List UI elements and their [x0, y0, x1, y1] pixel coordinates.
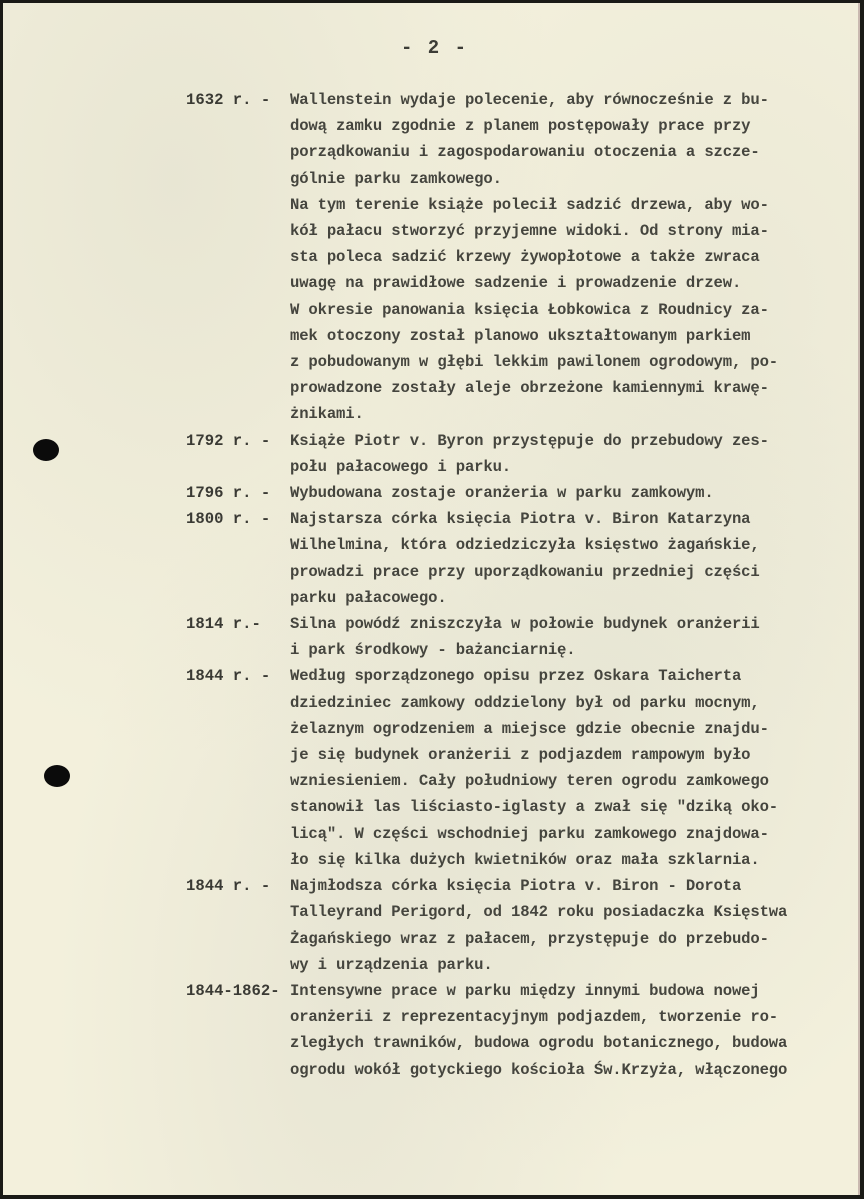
text-line: wy i urządzenia parku. [290, 955, 493, 974]
text-line: Wilhelmina, która odziedziczyła księstwo żagańskie, [290, 536, 760, 555]
text-line: Silna powódź zniszczyła w połowie budynek oranżerii [290, 615, 760, 634]
text-line: stanowił las liściasto-iglasty a zwał się "dziką oko- [290, 798, 779, 817]
chronology-entry-1792 [186, 428, 856, 480]
chronology-entry-1796 [186, 480, 856, 506]
entry-text [290, 87, 856, 428]
chronology-entry-1844-1862 [186, 978, 856, 1083]
entry-text [290, 611, 856, 663]
text-line: Talleyrand Perigord, od 1842 roku posiadaczka Księstwa [290, 903, 788, 922]
text-line: prowadzone zostały aleje obrzeżone kamiennymi krawę- [290, 379, 769, 398]
text-line: Wallenstein wydaje polecenie, aby równocześnie z bu- [290, 91, 769, 109]
punch-hole [33, 439, 59, 461]
entry-date: 1844 r. - [186, 877, 280, 896]
entry-date: 1844-1862- [186, 981, 280, 1000]
text-line: Żagańskiego wraz z pałacem, przystępuje do przebudo- [290, 929, 769, 948]
entry-text [290, 480, 856, 506]
text-line: oranżerii z reprezentacyjnym podjazdem, tworzenie ro- [290, 1008, 779, 1027]
text-line: i park środkowy - bażanciarnię. [290, 641, 576, 660]
text-line: połu pałacowego i parku. [290, 457, 511, 476]
text-line: Intensywne prace w parku między innymi budowa nowej [290, 981, 760, 1000]
text-line: z pobudowanym w głębi lekkim pawilonem ogrodowym, po- [290, 353, 779, 372]
text-line: dową zamku zgodnie z planem postępowały prace przy [290, 117, 751, 136]
entry-date: 1632 r. - [186, 91, 280, 109]
text-line: mek otoczony został planowo ukształtowanym parkiem [290, 326, 751, 345]
text-line: Na tym terenie książe polecił sadzić drzewa, aby wo- [290, 195, 769, 214]
entry-text [290, 663, 856, 873]
entry-date: 1792 r. - [186, 431, 280, 450]
chronology-entry-1844-b [186, 873, 856, 978]
entry-text [290, 428, 856, 480]
text-line: wzniesieniem. Cały południowy teren ogrodu zamkowego [290, 772, 769, 791]
entry-text [290, 873, 856, 978]
text-line: ogrodu wokół gotyckiego kościoła Św.Krzyża, włączonego [290, 1060, 788, 1079]
text-line: zległych trawników, budowa ogrodu botanicznego, budowa [290, 1034, 788, 1053]
document-page [3, 3, 860, 1195]
text-line: prowadzi prace przy uporządkowaniu przedniej części [290, 562, 760, 581]
chronology-entry-1632 [186, 87, 856, 428]
entry-text [290, 978, 856, 1083]
chronology-list [186, 87, 856, 1083]
text-line: gólnie parku zamkowego. [290, 169, 502, 188]
page-number: - 2 - [401, 37, 469, 59]
text-line: Najstarsza córka księcia Piotra v. Biron Katarzyna [290, 510, 751, 529]
text-line: żelaznym ogrodzeniem a miejsce gdzie obecnie znajdu- [290, 719, 769, 738]
text-line: Najmłodsza córka księcia Piotra v. Biron - Dorota [290, 877, 742, 896]
text-line: sta poleca sadzić krzewy żywopłotowe a także zwraca [290, 248, 760, 267]
chronology-entry-1800 [186, 506, 856, 611]
entry-date: 1844 r. - [186, 667, 280, 686]
entry-date: 1800 r. - [186, 510, 280, 529]
text-line: Według sporządzonego opisu przez Oskara Taicherta [290, 667, 742, 686]
text-line: uwagę na prawidłowe sadzenie i prowadzenie drzew. [290, 274, 742, 293]
text-line: Książe Piotr v. Byron przystępuje do przebudowy zes- [290, 431, 769, 450]
text-line: W okresie panowania księcia Łobkowica z Roudnicy za- [290, 300, 769, 319]
text-line: żnikami. [290, 405, 364, 424]
text-line: je się budynek oranżerii z podjazdem rampowym było [290, 746, 751, 765]
text-line: Wybudowana zostaje oranżeria w parku zamkowym. [290, 484, 714, 503]
chronology-entry-1814 [186, 611, 856, 663]
text-line: dziedziniec zamkowy oddzielony był od parku mocnym, [290, 693, 760, 712]
text-line: ło się kilka dużych kwietników oraz mała szklarnia. [290, 850, 760, 869]
entry-date: 1814 r.- [186, 615, 280, 634]
text-line: kół pałacu stworzyć przyjemne widoki. Od strony mia- [290, 222, 769, 241]
entry-date: 1796 r. - [186, 484, 280, 503]
chronology-entry-1844-a [186, 663, 856, 873]
text-line: licą". W części wschodniej parku zamkowego znajdowa- [290, 824, 769, 843]
punch-hole [44, 765, 70, 787]
text-line: porządkowaniu i zagospodarowaniu otoczenia a szcze- [290, 143, 760, 162]
text-line: parku pałacowego. [290, 588, 447, 607]
entry-text [290, 506, 856, 611]
